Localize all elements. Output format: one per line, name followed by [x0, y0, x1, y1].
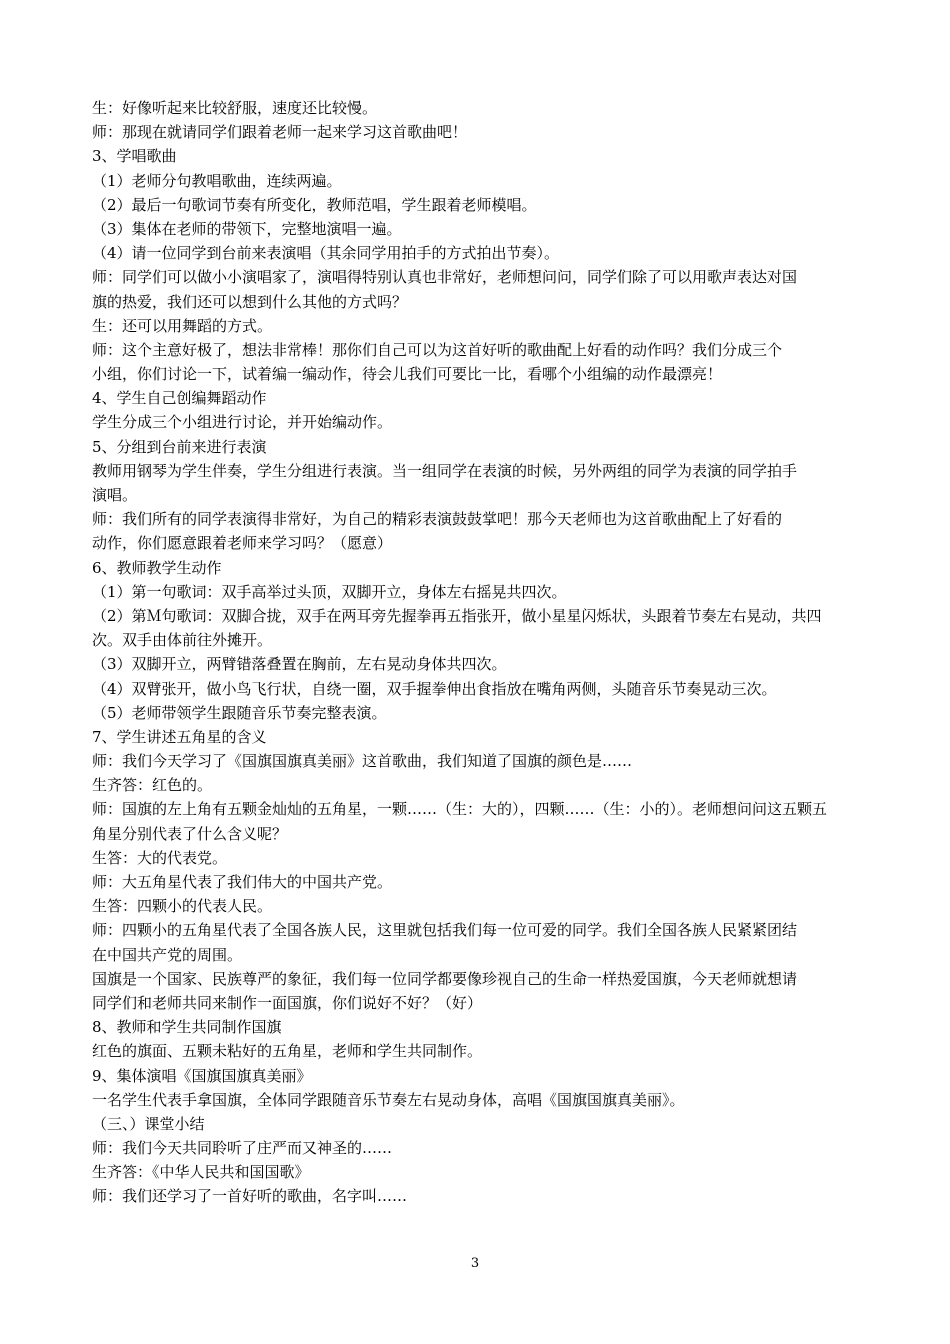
text-line: （5）老师带领学生跟随音乐节奏完整表演。	[92, 703, 387, 722]
text-line: 角星分别代表了什么含义呢？	[92, 824, 288, 843]
page-number: 3	[470, 1256, 480, 1271]
text-line: 同学们和老师共同来制作一面国旗，你们说好不好？（好）	[92, 993, 483, 1012]
text-line: 5、分组到台前来进行表演	[92, 437, 267, 456]
text-line: 师：我们还学习了一首好听的歌曲，名字叫……	[92, 1187, 408, 1206]
text-line: 师：这个主意好极了，想法非常棒！那你们自己可以为这首好听的歌曲配上好看的动作吗？我们分成三个	[92, 340, 783, 359]
text-line: 一名学生代表手拿国旗，全体同学跟随音乐节奏左右晃动身体，高唱《国旗国旗真美丽》。	[92, 1090, 685, 1109]
text-line: 6、教师教学生动作	[92, 558, 222, 577]
text-line: 师：同学们可以做小小演唱家了，演唱得特别认真也非常好，老师想问问，同学们除了可以用歌声表达对国	[92, 268, 798, 287]
text-line: 在中国共产党的周围。	[92, 945, 243, 964]
text-line: （三、）课堂小结	[92, 1114, 205, 1133]
text-line: 旗的热爱，我们还可以想到什么其他的方式吗？	[92, 292, 408, 311]
text-line: （3）双脚开立，两臂错落叠置在胸前，左右晃动身体共四次。	[92, 655, 507, 674]
text-line: 生答：大的代表党。	[92, 848, 228, 867]
text-line: 4、学生自己创编舞蹈动作	[92, 389, 267, 408]
text-line: 师：我们今天学习了《国旗国旗真美丽》这首歌曲，我们知道了国旗的颜色是……	[92, 752, 633, 771]
text-line: 生答：四颗小的代表人民。	[92, 897, 273, 916]
text-line: 生：还可以用舞蹈的方式。	[92, 316, 273, 335]
text-line: （1）老师分句教唱歌曲，连续两遍。	[92, 171, 342, 190]
text-line: 生齐答：《中华人民共和国国歌》	[92, 1163, 310, 1182]
text-line: 师：国旗的左上角有五颗金灿灿的五角星，一颗……（生：大的），四颗……（生：小的）。老师想问问这五颗五	[92, 800, 828, 819]
text-line: 次。双手由体前往外摊开。	[92, 631, 273, 650]
text-line: 师：我们所有的同学表演得非常好，为自己的精彩表演鼓鼓掌吧！那今天老师也为这首歌曲配上了好看的	[92, 510, 783, 529]
text-line: 演唱。	[92, 486, 138, 504]
text-line: 生：好像听起来比较舒服，速度还比较慢。	[92, 99, 378, 117]
text-line: 国旗是一个国家、民族尊严的象征，我们每一位同学都要像珍视自己的生命一样热爱国旗，今天老师就想请	[92, 969, 798, 988]
text-line: 学生分成三个小组进行讨论，并开始编动作。	[92, 413, 393, 432]
text-line: 师：大五角星代表了我们伟大的中国共产党。	[92, 873, 393, 891]
text-line: 师：四颗小的五角星代表了全国各族人民，这里就包括我们每一位可爱的同学。我们全国各族人民紧紧团结	[92, 921, 798, 940]
text-line: 师：那现在就请同学们跟着老师一起来学习这首歌曲吧！	[92, 123, 468, 142]
text-line: （3）集体在老师的带领下，完整地演唱一遍。	[92, 219, 402, 238]
text-line: 7、学生讲述五角星的含义	[92, 727, 267, 746]
text-line: 红色的旗面、五颗未粘好的五角星，老师和学生共同制作。	[92, 1042, 483, 1061]
text-line: 3、学唱歌曲	[92, 147, 177, 166]
text-line: 生齐答：红色的。	[92, 776, 213, 795]
text-line: 8、教师和学生共同制作国旗	[92, 1018, 282, 1037]
text-line: 小组，你们讨论一下，试着编一编动作，待会儿我们可要比一比，看哪个小组编的动作最漂亮！	[92, 365, 723, 384]
document-body	[92, 96, 862, 1209]
text-line: 教师用钢琴为学生伴奏，学生分组进行表演。当一组同学在表演的时候，另外两组的同学为表演的同学拍手	[92, 461, 798, 480]
text-line: （4）双臂张开，做小鸟飞行状，自绕一圈，双手握拳伸出食指放在嘴角两侧，头随音乐节奏晃动三次。	[92, 679, 777, 698]
text-line: （2）第Ｍ句歌词：双脚合拢，双手在两耳旁先握拳再五指张开，做小星星闪烁状，头跟着节奏左右晃动，共四	[92, 606, 822, 625]
text-line: 师：我们今天共同聆听了庄严而又神圣的……	[92, 1139, 393, 1158]
text-line: 9、集体演唱《国旗国旗真美丽》	[92, 1066, 312, 1085]
text-line: （1）第一句歌词：双手高举过头顶，双脚开立，身体左右摇晃共四次。	[92, 582, 567, 601]
text-line: （4）请一位同学到台前来表演唱（其余同学用拍手的方式拍出节奏）。	[92, 244, 560, 263]
text-line: 动作，你们愿意跟着老师来学习吗？（愿意）	[92, 534, 393, 553]
text-line: （2）最后一句歌词节奏有所变化，教师范唱，学生跟着老师模唱。	[92, 195, 537, 214]
